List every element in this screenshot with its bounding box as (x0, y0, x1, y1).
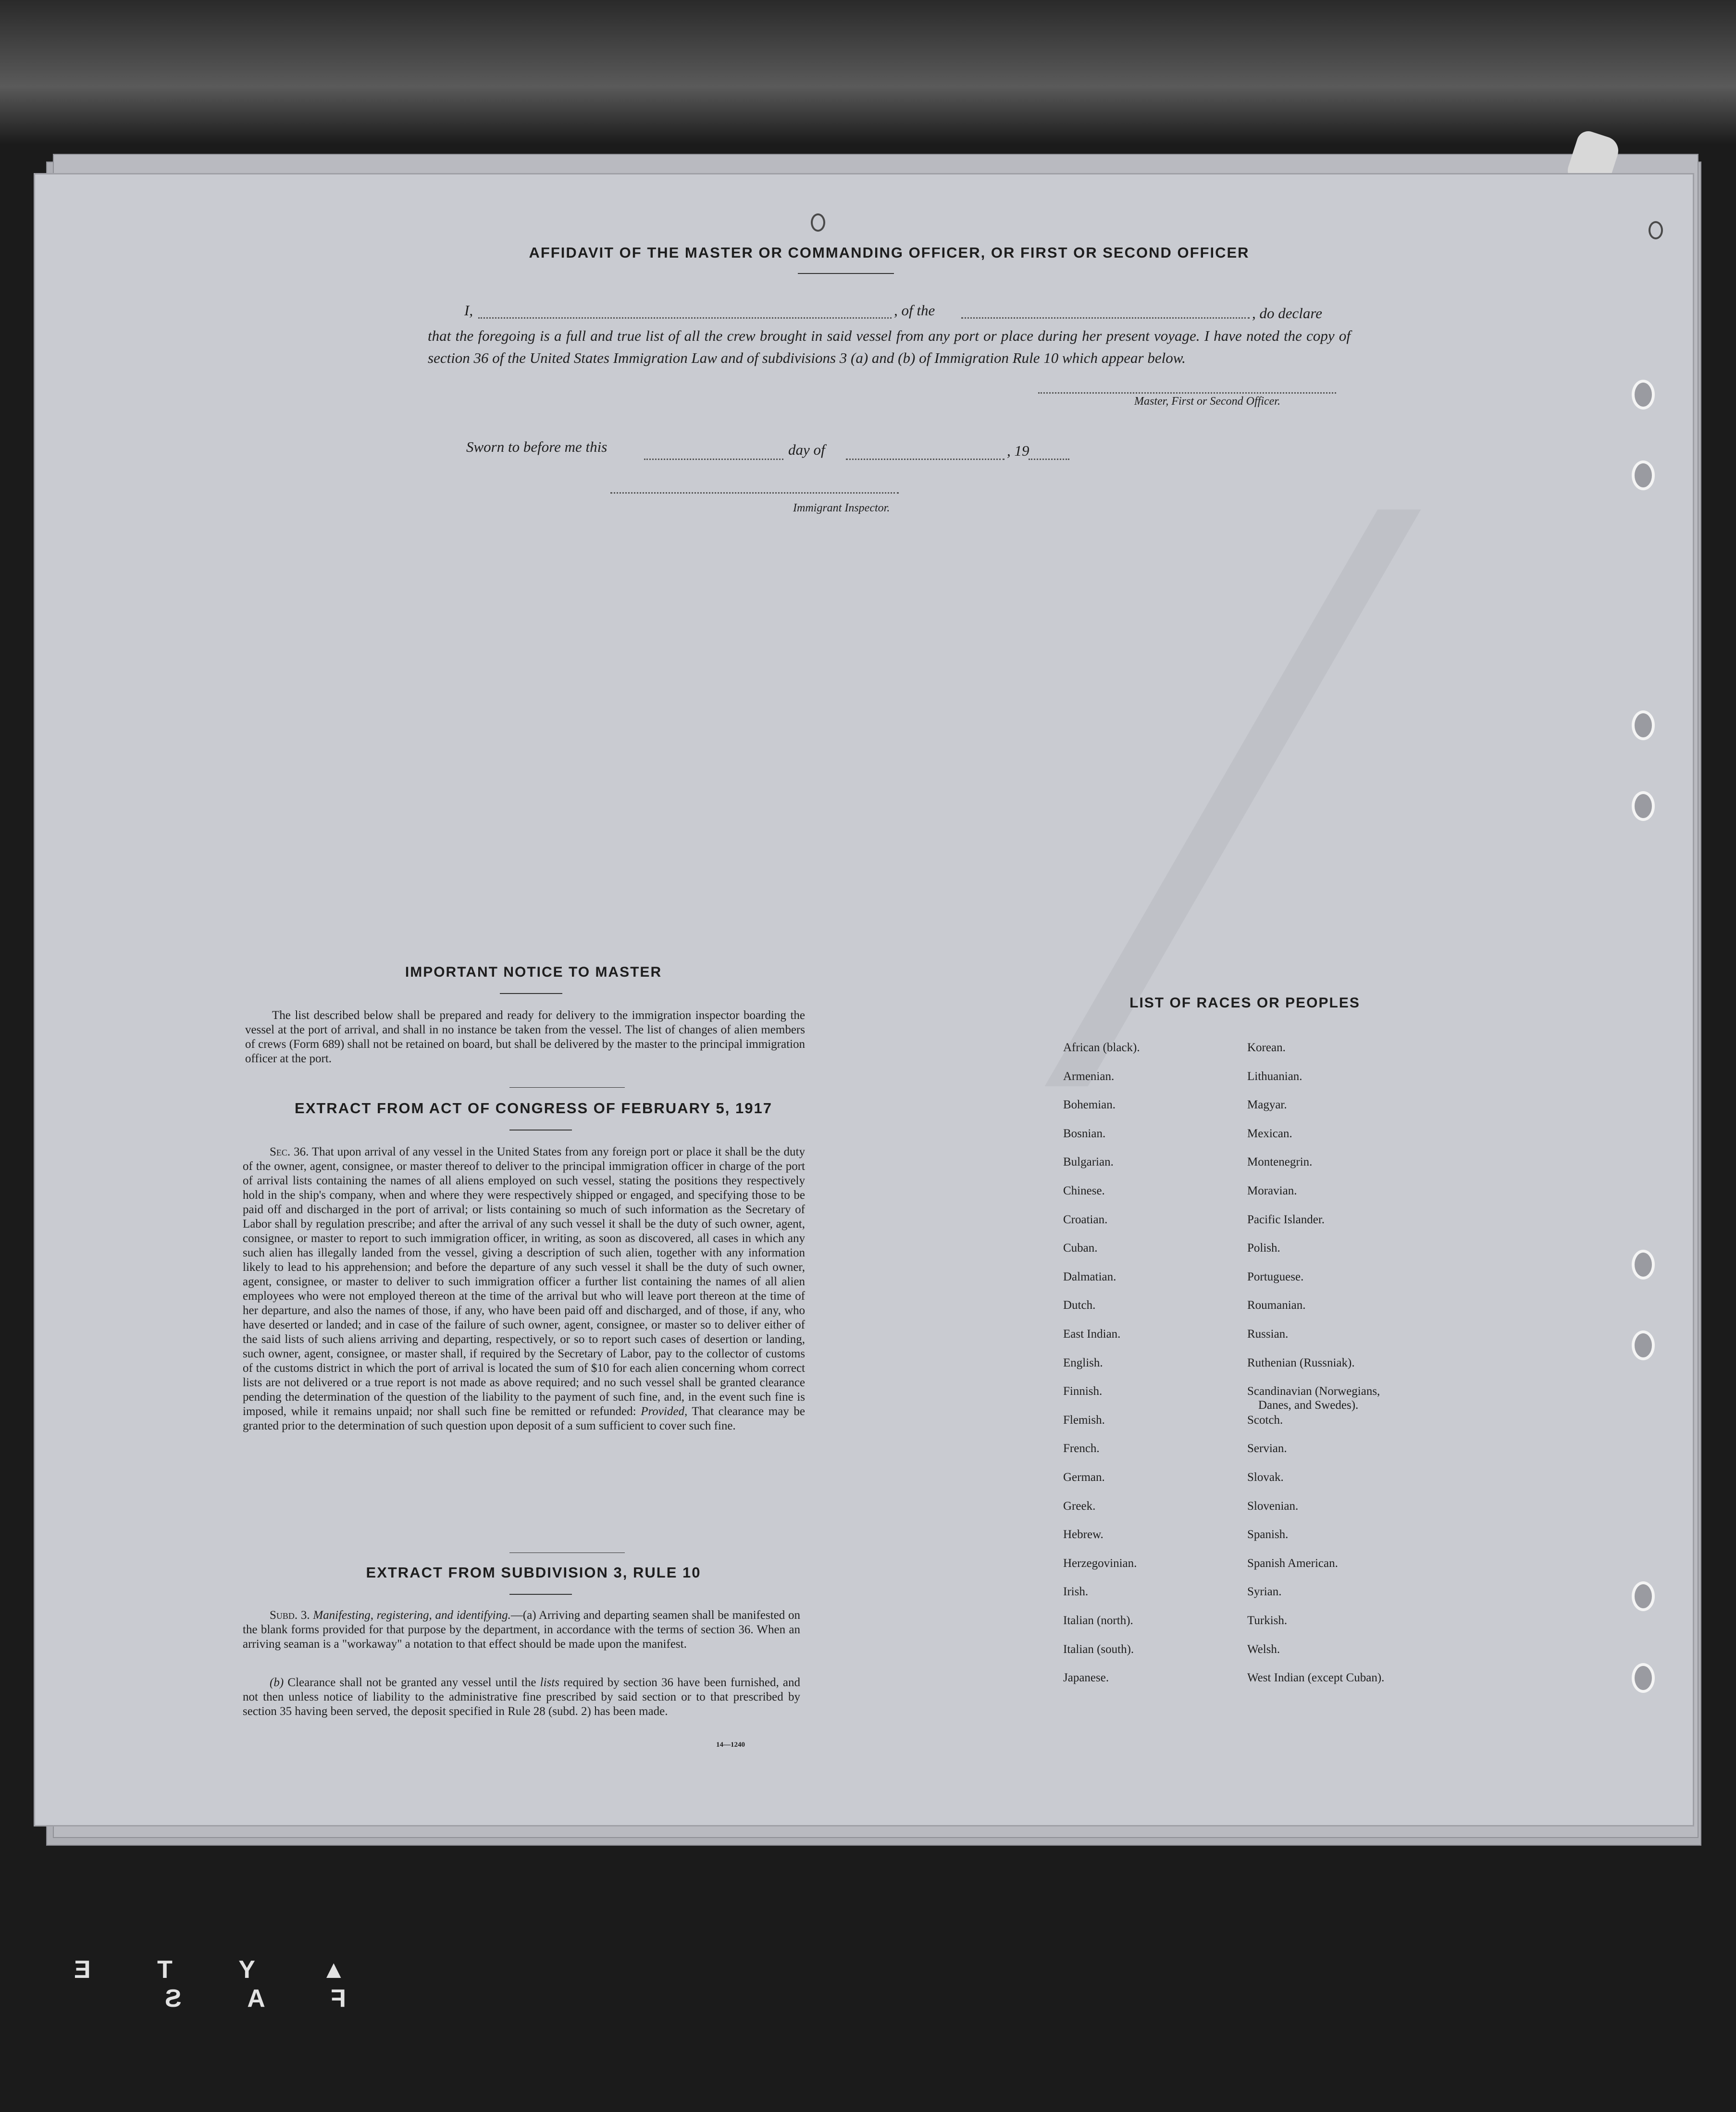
race-item: Lithuanian. (1247, 1070, 1302, 1083)
race-item: French. (1063, 1442, 1100, 1455)
race-item: Mexican. (1247, 1127, 1292, 1140)
punch-hole (1649, 221, 1663, 239)
race-item: Pacific Islander. (1247, 1213, 1325, 1226)
race-item: Ruthenian (Russniak). (1247, 1356, 1355, 1369)
year-label: , 19 (1007, 442, 1029, 459)
race-item: West Indian (except Cuban). (1247, 1671, 1385, 1684)
section-36-text (243, 1145, 805, 1433)
part-a-label: —(a) (510, 1609, 536, 1622)
sworn-label: Sworn to before me this (466, 438, 608, 455)
inspector-blank[interactable] (610, 492, 899, 494)
race-item: Chinese. (1063, 1184, 1105, 1197)
race-item: Spanish American. (1247, 1557, 1338, 1570)
race-item: Slovak. (1247, 1471, 1284, 1484)
race-continuation: Danes, and Swedes). (1258, 1399, 1359, 1412)
race-item: East Indian. (1063, 1328, 1121, 1341)
section-body: That upon arrival of any vessel in the United States from any foreign port or place it shall be the duty of the owner, agent, consignee, or master thereof to deliver to the principal immigration officer in charge of the port of arrival lists containing the names of all aliens employed on such vessel, stating the positions they respectively hold in the ship's company, when and where they were respectively shipped or engaged, and specifying those to be paid off and discharged in the port of arrival; or lists containing so much of such information as the Secretary of Labor shall by regulation prescribe; and after the arrival of any such vessel it shall be the duty of such owner, agent, consignee, or master to report to such immigration officer, in writing, as soon as discovered, all cases in which any such alien has illegally landed from the vessel, giving a description of such alien, together with any information likely to lead to his apprehension; and before the departure of any such vessel it shall be the duty of such owner, agent, consignee, or master to deliver to such immigration officer a further list containing the names of all alien employees who were not employed thereon at the time of the arrival but who will leave port thereon at the time of her departure, and also the names of those, if any, who have been paid off and discharged, and of those, if any, who have deserted or landed; and in case of the failure of such owner, agent, consignee, or master so to deliver either of the said lists of such aliens arriving and departing, respectively, or so to report such cases of desertion or landing, such owner, agent, consignee, or master shall, if required by the Secretary of Labor, pay to the collector of customs of the customs district in which the port of arrival is located the sum of $10 for each alien concerning whom correct lists are not delivered or a true report is not made as above required; and no such vessel shall be granted clearance pending the determination of the question of the liability to the payment of such fine, and, in the event such fine is imposed, while it remains unpaid; nor shall such fine be remitted or refunded: (243, 1145, 805, 1418)
binder-ring (1632, 791, 1655, 821)
part-a-text: Arriving and departing seamen shall be manifested on the blank forms provided for that purpose by the department, in accordance with the terms of section 36. When an arriving seaman is a "workaway" a notation to that effect should be made upon the manifest. (243, 1609, 800, 1651)
binder-ring (1632, 1330, 1655, 1360)
race-item: English. (1063, 1356, 1103, 1369)
race-item: German. (1063, 1471, 1105, 1484)
affidavit-i-label: I, (464, 302, 473, 319)
inspector-caption: Immigrant Inspector. (793, 502, 890, 514)
race-item: Servian. (1247, 1442, 1287, 1455)
race-item: Herzegovinian. (1063, 1557, 1137, 1570)
race-item: Japanese. (1063, 1671, 1109, 1684)
race-item: Dalmatian. (1063, 1270, 1116, 1283)
binder-ring (1632, 1250, 1655, 1280)
race-item: Turkish. (1247, 1614, 1288, 1627)
race-item: Welsh. (1247, 1643, 1280, 1656)
day-of-label: day of (788, 441, 825, 458)
race-item: Montenegrin. (1247, 1155, 1313, 1168)
extract-rule-title: EXTRACT FROM SUBDIVISION 3, RULE 10 (366, 1564, 701, 1581)
binder-ring (1632, 1581, 1655, 1611)
part-b-text-2: required by section 36 have been furnished, and not then unless notice of liability to the administrative fine prescribed by said section or to that prescribed by section 35 having been served, the deposit specified in Rule 28 (subd. 2) has been made. (243, 1676, 801, 1718)
affidavit-of-the: , of the (894, 302, 935, 319)
signature-caption: Master, First or Second Officer. (1134, 395, 1280, 408)
signature-blank[interactable] (1038, 392, 1336, 394)
binder-ring (1632, 380, 1655, 410)
affidavit-title: AFFIDAVIT OF THE MASTER OR COMMANDING OFFICER, OR FIRST OR SECOND OFFICER (529, 244, 1250, 261)
notice-text: The list described below shall be prepared and ready for delivery to the immigration inspector boarding the vessel at the port of arrival, and shall in no instance be taken from the vessel. The list of changes of alien members of crews (Form 689) shall not be retained on board, but shall be delivered by the master to the principal immigration officer at the port. (245, 1009, 805, 1065)
races-title: LIST OF RACES OR PEOPLES (1129, 995, 1360, 1011)
subdivision-b-text (243, 1676, 800, 1719)
part-b-text-1: Clearance shall not be granted any vessel until the (287, 1676, 536, 1689)
provided-word: Provided, (641, 1405, 688, 1418)
affidavit-do-declare: , do declare (1252, 305, 1323, 322)
section-label: Sec. 36. (270, 1145, 309, 1158)
film-edge-markings: ▲ Y T E F A S (44, 1956, 346, 2013)
race-item: Slovenian. (1247, 1500, 1299, 1513)
race-item: Syrian. (1247, 1585, 1282, 1598)
race-item: Cuban. (1063, 1242, 1098, 1255)
race-item: Scandinavian (Norwegians, (1247, 1385, 1380, 1398)
race-item: Scotch. (1247, 1414, 1283, 1427)
race-item: Italian (south). (1063, 1643, 1134, 1656)
race-item: Dutch. (1063, 1299, 1096, 1312)
year-blank[interactable] (1029, 459, 1069, 460)
race-item: Greek. (1063, 1500, 1096, 1513)
race-item: Korean. (1247, 1041, 1286, 1054)
race-item: Spanish. (1247, 1528, 1289, 1541)
affidavit-body: that the foregoing is a full and true list of all the crew brought in said vessel from any port or place during her present voyage. I have noted the copy of section 36 of the United States Immigration Law and of subdivisions 3 (a) and (b) of Immigration Rule 10 which appear below. (428, 327, 1351, 366)
race-item: Bosnian. (1063, 1127, 1106, 1140)
race-item: Croatian. (1063, 1213, 1108, 1226)
race-item: Irish. (1063, 1585, 1089, 1598)
subdivision-a-text (243, 1608, 800, 1652)
month-blank[interactable] (846, 459, 1004, 460)
race-item: Bulgarian. (1063, 1155, 1114, 1168)
race-item: Portuguese. (1247, 1270, 1304, 1283)
notice-separator (509, 1087, 625, 1088)
subd-heading: Manifesting, registering, and identifying. (313, 1609, 511, 1622)
race-item: Roumanian. (1247, 1299, 1306, 1312)
notice-title: IMPORTANT NOTICE TO MASTER (405, 964, 662, 980)
race-item: Bohemian. (1063, 1098, 1116, 1111)
race-item: Flemish. (1063, 1414, 1105, 1427)
part-b-label: (b) (270, 1676, 284, 1689)
notice-rule (500, 993, 562, 994)
race-item: Hebrew. (1063, 1528, 1104, 1541)
race-item: Armenian. (1063, 1070, 1115, 1083)
vessel-blank[interactable] (961, 317, 1250, 319)
race-item: Polish. (1247, 1242, 1280, 1255)
extract-rule-rule (509, 1594, 572, 1595)
part-b-lists: lists (540, 1676, 559, 1689)
race-item: African (black). (1063, 1041, 1140, 1054)
title-rule (798, 273, 894, 274)
extract-act-rule (509, 1130, 572, 1131)
binder-ring (1632, 710, 1655, 740)
race-item: Finnish. (1063, 1385, 1103, 1398)
race-item: Italian (north). (1063, 1614, 1133, 1627)
race-item: Magyar. (1247, 1098, 1287, 1111)
subd-label: Subd. 3. (270, 1609, 310, 1622)
race-item: Moravian. (1247, 1184, 1297, 1197)
race-item: Russian. (1247, 1328, 1289, 1341)
day-blank[interactable] (644, 459, 783, 460)
extract-act-title: EXTRACT FROM ACT OF CONGRESS OF FEBRUARY 5, 1917 (295, 1100, 772, 1117)
form-number: 14—1240 (716, 1741, 745, 1749)
section-body-end: That clearance may be granted prior to the determination of such question upon deposit of a sum sufficient to cover such fine. (243, 1405, 806, 1432)
scanner-top-edge (0, 0, 1736, 144)
name-blank[interactable] (478, 317, 892, 319)
punch-hole (811, 213, 825, 232)
binder-ring (1632, 1663, 1655, 1693)
binder-ring (1632, 460, 1655, 490)
